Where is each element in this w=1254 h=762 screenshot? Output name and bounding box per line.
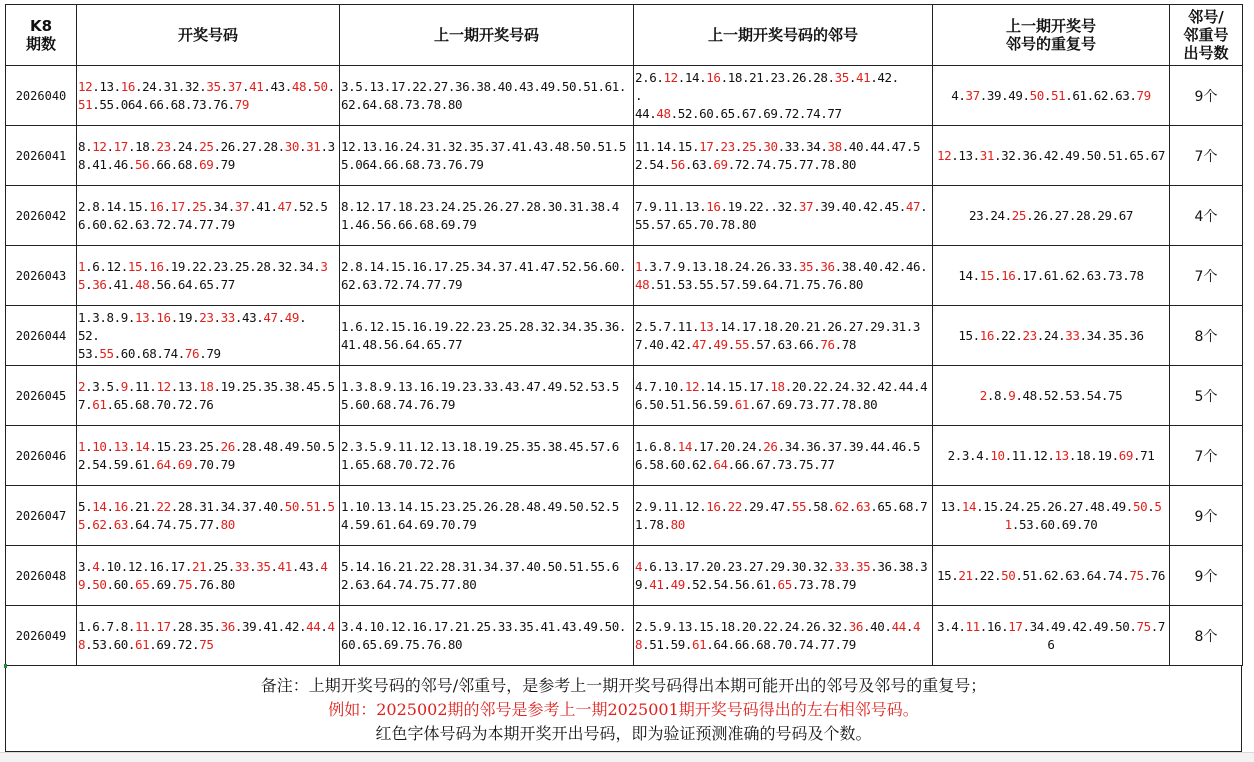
count-cell[interactable]: 8个 <box>1170 606 1243 666</box>
hit-number: 75 <box>1136 618 1151 634</box>
hit-number: 49 <box>78 558 328 592</box>
header-prev-draw[interactable]: 上一期开奖号码 <box>340 5 634 66</box>
hit-number: 64 <box>713 456 728 472</box>
hit-number: 37 <box>234 198 250 214</box>
neighbors-cell[interactable]: 2.5.7.11.13.14.17.18.20.21.26.27.29.31.37.40.42.47.49.55.57.63.66.76.78 <box>634 306 933 366</box>
hit-number: 11 <box>965 618 980 634</box>
hit-number: 75 <box>199 636 214 652</box>
prev-draw-cell[interactable]: 2.3.5.9.11.12.13.18.19.25.35.38.45.57.61.65.68.70.72.76 <box>340 426 634 486</box>
repeat-cell[interactable]: 15.16.22.23.24.33.34.35.36 <box>933 306 1170 366</box>
hit-number: 49 <box>284 309 300 325</box>
hit-number: 11 <box>135 618 150 634</box>
count-cell[interactable]: 9个 <box>1170 546 1243 606</box>
neighbors-cell[interactable]: 11.14.15.17.23.25.30.33.34.38.40.44.47.52.54.56.63.69.72.74.75.77.78.80 <box>634 126 933 186</box>
hit-number: 76 <box>820 336 835 352</box>
prev-draw-cell[interactable]: 1.10.13.14.15.23.25.26.28.48.49.50.52.54.59.61.64.69.70.79 <box>340 486 634 546</box>
hit-number: 35 <box>206 78 221 94</box>
header-repeat[interactable]: 上一期开奖号 邻号的重复号 <box>933 5 1170 66</box>
hit-number: 17 <box>113 138 128 154</box>
hit-number: 1 <box>78 258 86 274</box>
hit-number: 56 <box>135 156 150 172</box>
neighbors-cell[interactable]: 4.7.10.12.14.15.17.18.20.22.24.32.42.44.46.50.51.56.59.61.67.69.73.77.78.80 <box>634 366 933 426</box>
hit-number: 80 <box>670 516 685 532</box>
hit-number: 16 <box>706 498 721 514</box>
draw-cell[interactable]: 1.6.7.8.11.17.28.35.36.39.41.42.44.48.53.60.61.69.72.75 <box>77 606 340 666</box>
period-cell[interactable]: 2026041 <box>6 126 77 186</box>
draw-cell[interactable]: 3.4.10.12.16.17.21.25.33.35.41.43.49.50.60.65.69.75.76.80 <box>77 546 340 606</box>
table-row <box>6 66 1243 126</box>
header-draw[interactable]: 开奖号码 <box>77 5 340 66</box>
hit-number: 69 <box>177 456 193 472</box>
hit-number: 35 <box>256 558 271 574</box>
prev-draw-cell[interactable]: 1.3.8.9.13.16.19.23.33.43.47.49.52.53.55.60.68.74.76.79 <box>340 366 634 426</box>
hit-number: 50 <box>1132 498 1148 514</box>
notes-box[interactable] <box>5 666 1242 752</box>
hit-number: 48 <box>635 618 921 652</box>
hit-number: 36 <box>820 258 835 274</box>
hit-number: 47 <box>692 336 707 352</box>
draw-cell[interactable]: 2.3.5.9.11.12.13.18.19.25.35.38.45.57.61.65.68.70.72.76 <box>77 366 340 426</box>
hit-number: 47 <box>263 309 278 325</box>
hit-number: 36 <box>848 618 864 634</box>
repeat-cell[interactable]: 23.24.25.26.27.28.29.67 <box>933 186 1170 246</box>
hit-number: 16 <box>706 69 721 85</box>
draw-cell[interactable]: 12.13.16.24.31.32.35.37.41.43.48.50.51.55.064.66.68.73.76.79 <box>77 66 340 126</box>
note-line-3: 红色字体号码为本期开奖开出号码，即为验证预测准确的号码及个数。 <box>375 724 872 743</box>
hit-number: 51 <box>1004 498 1162 532</box>
hit-number: 16 <box>149 258 164 274</box>
hit-number: 51 <box>78 96 93 112</box>
count-cell[interactable]: 7个 <box>1170 426 1243 486</box>
hit-number: 16 <box>149 198 164 214</box>
repeat-cell[interactable]: 3.4.11.16.17.34.49.42.49.50.75.76 <box>933 606 1170 666</box>
hit-number: 51 <box>1051 87 1066 103</box>
hit-number: 9 <box>120 378 128 394</box>
hit-number: 13 <box>135 309 150 325</box>
hit-number: 79 <box>234 96 250 112</box>
hit-number: 35 <box>78 258 328 292</box>
hit-number: 23 <box>1022 327 1037 343</box>
repeat-cell[interactable]: 14.15.16.17.61.62.63.73.78 <box>933 246 1170 306</box>
repeat-cell[interactable]: 2.8.9.48.52.53.54.75 <box>933 366 1170 426</box>
header-count[interactable]: 邻号/ 邻重号 出号数 <box>1170 5 1243 66</box>
hit-number: 79 <box>1136 87 1151 103</box>
hit-number: 17 <box>699 138 714 154</box>
draw-cell[interactable]: 2.8.14.15.16.17.25.34.37.41.47.52.56.60.62.63.72.74.77.79 <box>77 186 340 246</box>
count-cell[interactable]: 8个 <box>1170 306 1243 366</box>
hit-number: 17 <box>170 198 185 214</box>
hit-number: 41 <box>249 78 264 94</box>
hit-number: 30 <box>763 138 778 154</box>
hit-number: 38 <box>827 138 842 154</box>
hit-number: 12 <box>92 138 107 154</box>
header-row <box>6 5 1243 66</box>
repeat-cell[interactable]: 13.14.15.24.25.26.27.48.49.50.51.53.60.69.70 <box>933 486 1170 546</box>
hit-number: 21 <box>958 567 973 583</box>
hit-number: 62 <box>834 498 849 514</box>
hit-number: 48 <box>656 105 671 121</box>
hit-number: 50 <box>313 78 328 94</box>
hit-number: 4 <box>635 558 643 574</box>
header-neighbors[interactable]: 上一期开奖号码的邻号 <box>634 5 933 66</box>
hit-number: 48 <box>635 276 650 292</box>
hit-number: 25 <box>1011 207 1027 223</box>
neighbors-cell[interactable]: 1.3.7.9.13.18.24.26.33.35.36.38.40.42.46.48.51.53.55.57.59.64.71.75.76.80 <box>634 246 933 306</box>
hit-number: 44 <box>891 618 906 634</box>
hit-number: 13 <box>699 318 714 334</box>
hit-number: 30 <box>284 138 300 154</box>
hit-number: 35 <box>798 258 814 274</box>
hit-number: 51 <box>306 498 321 514</box>
draw-cell[interactable]: 1.10.13.14.15.23.25.26.28.48.49.50.52.54.59.61.64.69.70.79 <box>77 426 340 486</box>
count-cell[interactable]: 4个 <box>1170 186 1243 246</box>
hit-number: 80 <box>220 516 235 532</box>
hit-number: 55 <box>99 345 114 361</box>
hit-number: 21 <box>192 558 207 574</box>
period-cell[interactable]: 2026043 <box>6 246 77 306</box>
neighbors-cell[interactable]: 2.5.9.13.15.18.20.22.24.26.32.36.40.44.48.51.59.61.64.66.68.70.74.77.79 <box>634 606 933 666</box>
hit-number: 1 <box>78 438 86 454</box>
hit-number: 63 <box>856 498 871 514</box>
repeat-cell[interactable]: 2.3.4.10.11.12.13.18.19.69.71 <box>933 426 1170 486</box>
hit-number: 35 <box>855 558 871 574</box>
note-line-1: 备注：上期开奖号码的邻号/邻重号，是参考上一期开奖号码得出本期可能开出的邻号及邻号的重复号； <box>260 676 987 695</box>
hit-number: 61 <box>692 636 707 652</box>
hit-number: 76 <box>184 345 200 361</box>
hit-number: 26 <box>763 438 778 454</box>
repeat-cell[interactable]: 4.37.39.49.50.51.61.62.63.79 <box>933 66 1170 126</box>
table-row <box>6 126 1243 186</box>
hit-number: 75 <box>1129 567 1144 583</box>
hit-number: 16 <box>120 78 136 94</box>
hit-number: 14 <box>92 498 107 514</box>
cell-cursor-marker <box>4 664 7 668</box>
hit-number: 16 <box>113 498 128 514</box>
hit-number: 12 <box>156 378 171 394</box>
hit-number: 23 <box>156 138 171 154</box>
hit-number: 17 <box>1008 618 1023 634</box>
hit-number: 12 <box>78 78 93 94</box>
hit-number: 25 <box>192 198 207 214</box>
prev-draw-cell[interactable]: 2.8.14.15.16.17.25.34.37.41.47.52.56.60.62.63.72.74.77.79 <box>340 246 634 306</box>
count-cell[interactable]: 9个 <box>1170 66 1243 126</box>
prev-draw-cell[interactable]: 5.14.16.21.22.28.31.34.37.40.50.51.55.62.63.64.74.75.77.80 <box>340 546 634 606</box>
hit-number: 16 <box>156 309 171 325</box>
header-period[interactable]: K8 期数 <box>6 5 77 66</box>
hit-number: 64 <box>156 456 171 472</box>
hit-number: 35 <box>834 69 849 85</box>
count-cell[interactable]: 9个 <box>1170 486 1243 546</box>
hit-number: 18 <box>199 378 214 394</box>
prev-draw-cell[interactable]: 3.5.13.17.22.27.36.38.40.43.49.50.51.61.62.64.68.73.78.80 <box>340 66 634 126</box>
hit-number: 48 <box>135 276 150 292</box>
hit-number: 41 <box>649 576 664 592</box>
hit-number: 2 <box>979 387 987 403</box>
hit-number: 9 <box>1008 387 1016 403</box>
period-cell[interactable]: 2026040 <box>6 66 77 126</box>
hit-number: 33 <box>1065 327 1080 343</box>
hit-number: 37 <box>227 78 242 94</box>
table-row <box>6 546 1243 606</box>
table-row <box>6 306 1243 366</box>
hit-number: 41 <box>855 69 871 85</box>
hit-number: 50 <box>284 498 299 514</box>
hit-number: 18 <box>770 378 785 394</box>
neighbors-cell[interactable]: 2.9.11.12.16.22.29.47.55.58.62.63.65.68.71.78.80 <box>634 486 933 546</box>
hit-number: 22 <box>156 498 171 514</box>
hit-number: 47 <box>277 198 292 214</box>
hit-number: 14 <box>961 498 977 514</box>
neighbors-cell[interactable]: 2.6.12.14.16.18.21.23.26.28.35.41.42. . 44.48.52.60.65.67.69.72.74.77 <box>634 66 933 126</box>
hit-number: 49 <box>713 336 728 352</box>
hit-number: 12 <box>936 147 952 163</box>
draw-cell[interactable]: 8.12.17.18.23.24.25.26.27.28.30.31.38.41.46.56.66.68.69.79 <box>77 126 340 186</box>
table-row <box>6 486 1243 546</box>
hit-number: 48 <box>78 618 335 652</box>
repeat-cell[interactable]: 12.13.31.32.36.42.49.50.51.65.67 <box>933 126 1170 186</box>
hit-number: 14 <box>135 438 150 454</box>
table-row <box>6 246 1243 306</box>
hit-number: 16 <box>979 327 994 343</box>
hit-number: 44 <box>306 618 321 634</box>
hit-number: 50 <box>92 576 107 592</box>
hit-number: 48 <box>291 78 307 94</box>
hit-number: 36 <box>92 276 107 292</box>
hit-number: 65 <box>135 576 150 592</box>
hit-number: 10 <box>92 438 107 454</box>
hit-number: 1 <box>635 258 643 274</box>
hit-number: 55 <box>78 498 335 532</box>
hit-number: 61 <box>92 396 107 412</box>
table-row <box>6 606 1243 666</box>
hit-number: 22 <box>727 498 742 514</box>
period-cell[interactable]: 2026048 <box>6 546 77 606</box>
draw-cell[interactable]: 1.3.8.9.13.16.19.23.33.43.47.49. 52. 53.55.60.68.74.76.79 <box>77 306 340 366</box>
prev-draw-cell[interactable]: 8.12.17.18.23.24.25.26.27.28.30.31.38.41.46.56.66.68.69.79 <box>340 186 634 246</box>
hit-number: 15 <box>127 258 143 274</box>
hit-number: 33 <box>234 558 250 574</box>
hit-number: 12 <box>684 378 700 394</box>
hit-number: 50 <box>1001 567 1016 583</box>
hit-number: 36 <box>220 618 235 634</box>
hit-number: 25 <box>741 138 757 154</box>
hit-number: 33 <box>834 558 849 574</box>
hit-number: 25 <box>199 138 214 154</box>
neighbors-cell[interactable]: 1.6.8.14.17.20.24.26.34.36.37.39.44.46.56.58.60.62.64.66.67.73.75.77 <box>634 426 933 486</box>
count-cell[interactable]: 5个 <box>1170 366 1243 426</box>
hit-number: 37 <box>965 87 980 103</box>
hit-number: 55 <box>791 498 807 514</box>
period-cell[interactable]: 2026046 <box>6 426 77 486</box>
hit-number: 13 <box>113 438 128 454</box>
hit-number: 49 <box>670 576 685 592</box>
prev-draw-cell[interactable]: 12.13.16.24.31.32.35.37.41.43.48.50.51.55.064.66.68.73.76.79 <box>340 126 634 186</box>
period-cell[interactable]: 2026042 <box>6 186 77 246</box>
hit-number: 47 <box>905 198 921 214</box>
hit-number: 63 <box>113 516 128 532</box>
hit-number: 33 <box>220 309 235 325</box>
hit-number: 62 <box>92 516 107 532</box>
hit-number: 17 <box>156 618 171 634</box>
period-cell[interactable]: 2026047 <box>6 486 77 546</box>
period-cell[interactable]: 2026049 <box>6 606 77 666</box>
note-line-2: 例如：2025002期的邻号是参考上一期2025001期开奖号码得出的左右相邻号码。 <box>328 700 919 719</box>
hit-number: 14 <box>677 438 693 454</box>
hit-number: 23 <box>199 309 214 325</box>
lottery-table <box>5 4 1243 666</box>
table-row <box>6 426 1243 486</box>
hit-number: 69 <box>1118 447 1133 463</box>
hit-number: 12 <box>663 69 678 85</box>
hit-number: 37 <box>798 198 814 214</box>
hit-number: 26 <box>220 438 235 454</box>
count-cell[interactable]: 7个 <box>1170 246 1243 306</box>
hit-number: 41 <box>277 558 292 574</box>
table-row <box>6 366 1243 426</box>
hit-number: 75 <box>177 576 193 592</box>
period-cell[interactable]: 2026044 <box>6 306 77 366</box>
count-cell[interactable]: 7个 <box>1170 126 1243 186</box>
repeat-cell[interactable]: 15.21.22.50.51.62.63.64.74.75.76 <box>933 546 1170 606</box>
hit-number: 61 <box>135 636 150 652</box>
period-cell[interactable]: 2026045 <box>6 366 77 426</box>
draw-cell[interactable]: 1.6.12.15.16.19.22.23.25.28.32.34.35.36.41.48.56.64.65.77 <box>77 246 340 306</box>
neighbors-cell[interactable]: 7.9.11.13.16.19.22..32.37.39.40.42.45.47.55.57.65.70.78.80 <box>634 186 933 246</box>
prev-draw-cell[interactable]: 1.6.12.15.16.19.22.23.25.28.32.34.35.36.41.48.56.64.65.77 <box>340 306 634 366</box>
neighbors-cell[interactable]: 4.6.13.17.20.23.27.29.30.32.33.35.36.38.39.41.49.52.54.56.61.65.73.78.79 <box>634 546 933 606</box>
hit-number: 56 <box>670 156 685 172</box>
hit-number: 61 <box>734 396 750 412</box>
draw-cell[interactable]: 5.14.16.21.22.28.31.34.37.40.50.51.55.62.63.64.74.75.77.80 <box>77 486 340 546</box>
hit-number: 31 <box>979 147 995 163</box>
hit-number: 23 <box>720 138 735 154</box>
hit-number: 69 <box>199 156 214 172</box>
hit-number: 31 <box>306 138 321 154</box>
hit-number: 15 <box>979 267 994 283</box>
hit-number: 50 <box>1029 87 1044 103</box>
hit-number: 16 <box>706 198 721 214</box>
hit-number: 16 <box>1001 267 1016 283</box>
hit-number: 10 <box>990 447 1005 463</box>
prev-draw-cell[interactable]: 3.4.10.12.16.17.21.25.33.35.41.43.49.50.60.65.69.75.76.80 <box>340 606 634 666</box>
hit-number: 13 <box>1054 447 1069 463</box>
hit-number: 2 <box>78 378 86 394</box>
hit-number: 69 <box>713 156 728 172</box>
table-row <box>6 186 1243 246</box>
hit-number: 4 <box>92 558 100 574</box>
hit-number: 65 <box>777 576 792 592</box>
hit-number: 55 <box>734 336 750 352</box>
